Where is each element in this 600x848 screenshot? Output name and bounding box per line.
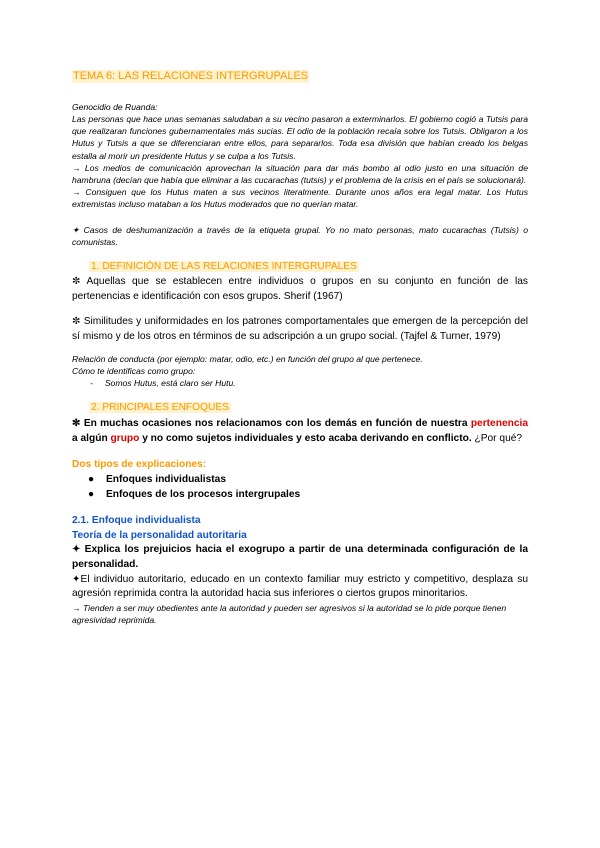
section-2-heading: 2. PRINCIPALES ENFOQUES: [91, 402, 229, 414]
two-types-heading: Dos tipos de explicaciones:: [72, 458, 207, 470]
section-1-note-2: Cómo te identificas como grupo:: [72, 366, 196, 377]
dehumanization-note: ✦ Casos de deshumanización a través de la etiqueta grupal. Yo no mato personas, mato cucarachas (Tutsis) o comunistas.: [72, 224, 528, 247]
document-content: [72, 70, 528, 626]
genocide-arrow-2: → Consiguen que los Hutus maten a sus vecinos literalmente. Durante unos años era legal matar. Los Hutus extremistas incluso mataban a los Hutus moderados que no querían matar.: [72, 187, 528, 210]
genocide-arrow-1: → Los medios de comunicación aprovechan la situación para dar más bombo al odio justo en una situación de hambruna (decían que había que eliminar a las cucarachas (tutsis) y el problema de la crisis en el país se solucionará).: [72, 162, 528, 186]
section-2-1-heading: 2.1. Enfoque individualista: [72, 515, 201, 527]
section-1-note-3: - Somos Hutus, está claro ser Hutu.: [90, 378, 236, 389]
section-1-paragraph-2: ✼ Similitudes y uniformidades en los patrones comportamentales que emergen de la percepción del sí mismo y de los otros en términos de su adscripción a un grupo social. (Tajfel & Turner, 1979): [72, 316, 528, 342]
page-title: TEMA 6: LAS RELACIONES INTERGRUPALES: [73, 70, 309, 82]
genocide-heading: Genocidio de Ruanda:: [72, 102, 158, 112]
section-2-1-paragraph-3: → Tienden a ser muy obedientes ante la autoridad y pueden ser agresivos si la autoridad se lo pide porque tienen agresividad reprimida.: [72, 602, 507, 625]
section-1-heading: 1. DEFINICIÓN DE LAS RELACIONES INTERGRUPALES: [91, 261, 357, 273]
list-item: ● Enfoques de los procesos intergrupales: [88, 489, 301, 501]
approaches-list: [72, 472, 528, 502]
section-2-1-paragraph-2: ✦El individuo autoritario, educado en un contexto familiar muy estricto y competitivo, desplaza su agresión reprimida contra la autoridad hacia sus inferiores o ciertos grupos minoritarios.: [72, 573, 528, 600]
section-2-1-paragraph-1: ✦ Explica los prejuicios hacia el exogrupo a partir de una determinada configuración de la personalidad.: [72, 544, 528, 570]
list-item: ● Enfoques individualistas: [88, 474, 227, 486]
section-2-paragraph: ✼ En muchas ocasiones nos relacionamos con los demás en función de nuestra pertenencia a algún grupo y no como sujetos individuales y esto acaba derivando en conflicto. ¿Por qué?: [72, 418, 528, 444]
section-2-1-subheading: Teoría de la personalidad autoritaria: [72, 529, 247, 541]
section-1-note-1: Relación de conducta (por ejemplo: matar, odio, etc.) en función del grupo al que pertenece.: [72, 354, 423, 365]
section-1-paragraph-1: ✼ Aquellas que se establecen entre individuos o grupos en su conjunto en función de las pertenencias e identificación con esos grupos. Sherif (1967): [72, 276, 528, 302]
genocide-paragraph: Las personas que hace unas semanas saludaban a su vecino pasaron a exterminarlos. El gobierno cogió a Tutsis para que realizaran funciones gubernamentales más sucias. El odio de la población recaía sobre los Tutsis. Obligaron a los Hutus y Tutsis a que se diferenciaran entre ellos, para separarlos. Toda esa división que habían creado los belgas estalla al morir un presidente Hutus y se culpa a los Tutsis.: [72, 114, 528, 161]
